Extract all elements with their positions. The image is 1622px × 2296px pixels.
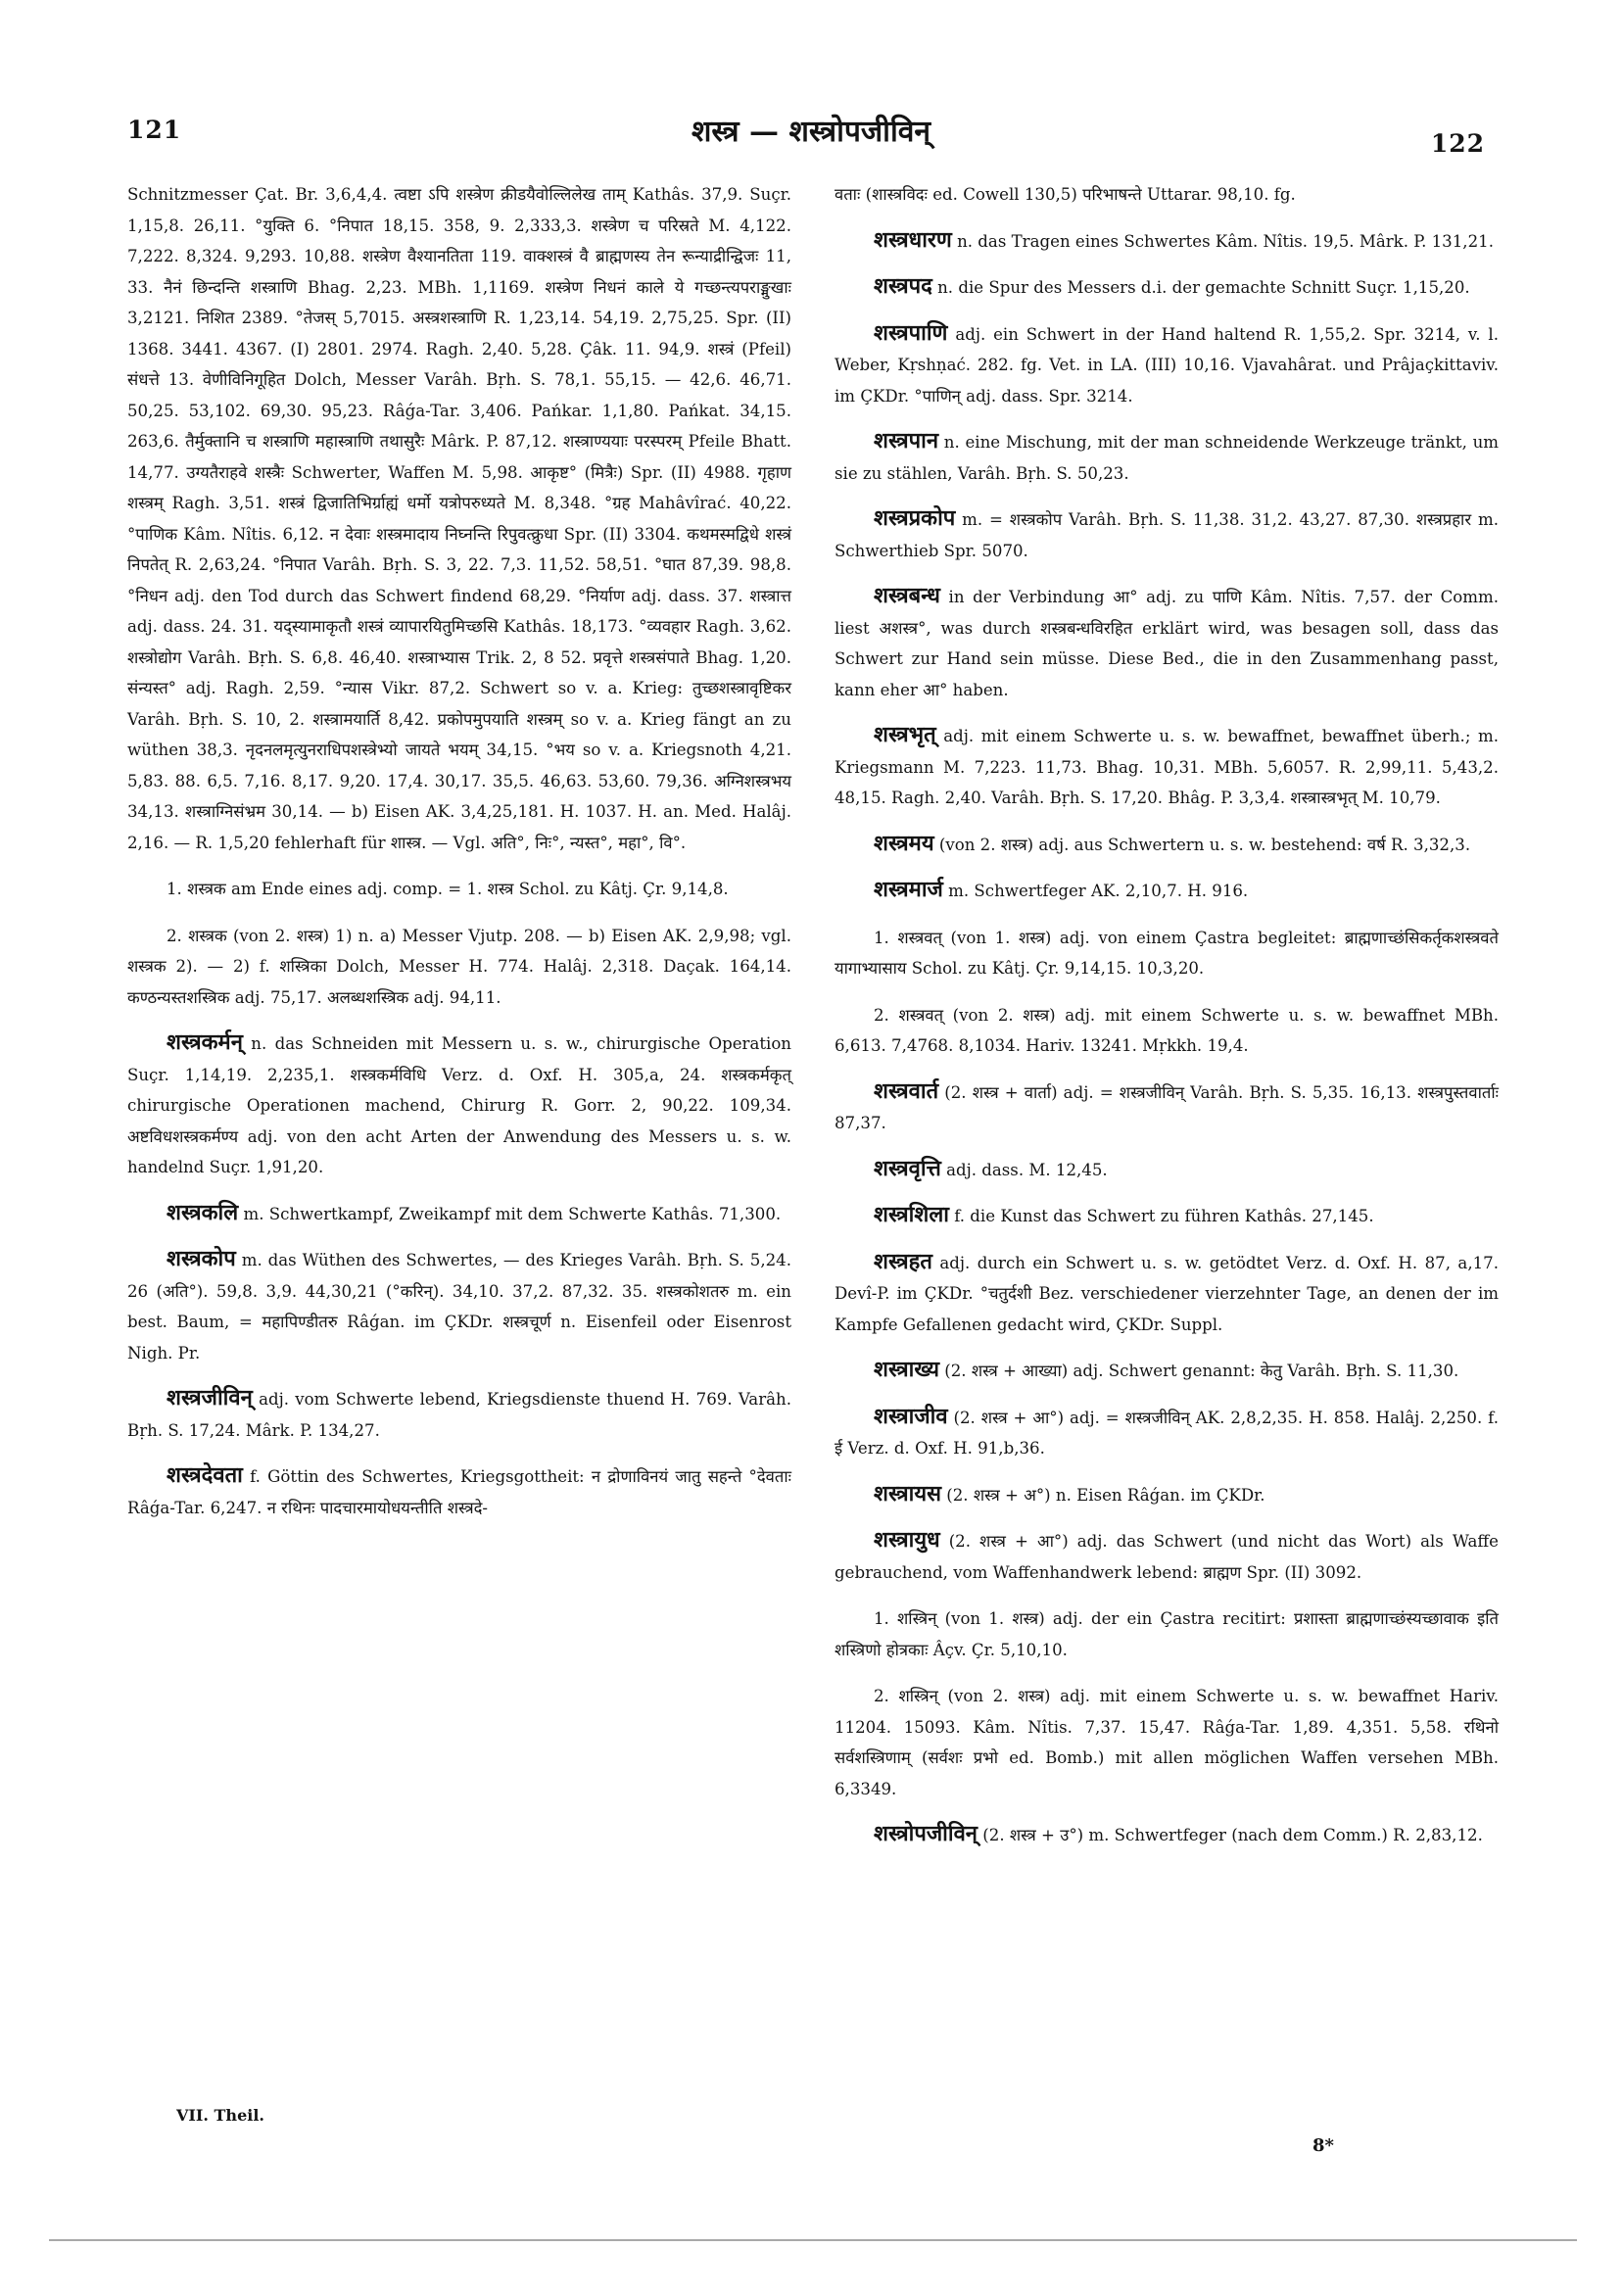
dictionary-entry [127,1028,791,1183]
entry-text: m. Schwertfeger AK. 2,10,7. H. 916. [942,882,1249,900]
entry-text: adj. vom Schwerte lebend, Kriegsdienste thuend H. 769. Varâh. Bṛh. S. 17,24. Mârk. P. 134,27. [127,1390,791,1440]
left-column [127,178,791,2098]
dictionary-entry [835,1525,1499,1588]
page-number-right: 122 [1430,129,1485,158]
entry-text: n. das Tragen eines Schwertes Kâm. Nîtis. 19,5. Mârk. P. 131,21. [951,231,1494,251]
dictionary-entry [835,1154,1499,1186]
entry-headword: शस्त्रपद [874,273,932,299]
dictionary-entry [127,873,791,905]
entry-headword: शस्त्रभृत् [874,722,936,747]
dictionary-entry [835,581,1499,705]
entry-headword: शस्त्रशिला [874,1202,949,1227]
dictionary-entry [835,1355,1499,1387]
dictionary-entry [127,1244,791,1368]
entry-text: 2. शस्त्रवत् (von 2. शस्त्र) adj. mit einem Schwerte u. s. w. bewaffnet MBh. 6,613. 7,4768. 8,1034. Hariv. 13241. Mṛkkh. 19,4. [835,1005,1499,1055]
entry-text: adj. durch ein Schwert u. s. w. getödtet Verz. d. Oxf. H. 87, a,17. Devî-P. im ÇKDr. °चतुर्दशी Bez. verschiedener vierzehnter Tage, an denen der im Kampfe Gefallenen gedacht wird, ÇKDr. Suppl. [835,1253,1499,1334]
entry-headword: शस्त्राजीव [874,1403,948,1429]
sheet-signature: VII. Theil. [176,2106,264,2125]
entry-text: adj. ein Schwert in der Hand haltend R. 1,55,2. Spr. 3214, v. l. Weber, Kṛshṇać. 282. fg. Vet. in LA. (III) 10,16. Vjavahârat. und Prâjaçkittaviv. im ÇKDr. °पाणिन् adj. dass. Spr. 3214. [835,324,1499,406]
entry-headword: शस्त्रायस [874,1480,941,1507]
entry-headword: शस्त्रकर्मन् [167,1029,243,1055]
entry-headword: शस्त्रमय [874,830,934,856]
dictionary-entry [127,1198,791,1230]
entry-text: (2. शस्त्र + आख्या) adj. Schwert genannt: केतु Varâh. Bṛh. S. 11,30. [939,1362,1459,1380]
dictionary-entry [835,829,1499,861]
dictionary-entry [835,1479,1499,1511]
dictionary-entry [835,999,1499,1062]
entry-headword: शस्त्रधारण [874,226,952,253]
dictionary-entry [835,1076,1499,1139]
entry-text: (2. शस्त्र + अ°) n. Eisen Râǵan. im ÇKDr. [941,1485,1265,1505]
entry-text: Schnitzmesser Çat. Br. 3,6,4,4. त्वष्टा ऽपि शस्त्रेण क्रीडयैवोल्लिलेख ताम् Kathâs. 37,9. Suçr. 1,15,8. 26,11. °युक्ति 6. °निपात 18,15. 358, 9. 2,333,3. शस्त्रेण च परिस्रते M. 4,122. 7,222. 8,324. 9,293. 10,88. शस्त्रेण वैश्यानतिता 119. वाक्शस्त्रं वै ब्राह्मणस्य तेन रून्याद्रीन्द्विजः 11, 33. नैनं छिन्दन्ति शस्त्राणि Bhag. 2,23. MBh. 1,1169. शस्त्रेण निधनं काले ये गच्छन्त्यपराङ्मुखाः 3,2121. निशित 2389. °तेजस् 5,7015. अस्त्रशस्त्राणि R. 1,23,14. 54,19. 2,75,25. Spr. (II) 1368. 3441. 4367. (I) 2801. 2974. Ragh. 2,40. 5,28. Çâk. 11. 94,9. शस्त्रं (Pfeil) संधत्ते 13. वेणीविनिगूहित Dolch, Messer Varâh. Bṛh. S. 78,1. 55,15. — 42,6. 46,71. 50,25. 53,102. 69,30. 95,23. Râǵa-Tar. 3,406. Pańkar. 1,1,80. Pańkat. 34,15. 263,6. तैर्मुक्तानि च शस्त्राणि महास्त्राणि तथासुरैः Mârk. P. 87,12. शस्त्राण्ययाः परस्परम् Pfeile Bhatt. 14,77. उग्यतैराहवे शस्त्रैः Schwerter, Waffen M. 5,98. आकृष्ट° (मित्रैः) Spr. (II) 4988. गृहाण शस्त्रम् Ragh. 3,51. शस्त्रं द्विजातिभिर्ग्राह्यं धर्मो यत्रोपरुध्यते M. 8,348. °ग्रह Mahâvîrać. 40,22. °पाणिक Kâm. Nîtis. 6,12. न देवाः शस्त्रमादाय निघ्नन्ति रिपुवत्क्रुधा Spr. (II) 3304. कथमस्मद्विधे शस्त्रं निपतेत् R. 2,63,24. °निपात Varâh. Bṛh. S. 3, 22. 7,3. 11,52. 58,51. °घात 87,39. 98,8. °निधन adj. den Tod durch das Schwert findend 68,29. °निर्याण adj. dass. 37. शस्त्रात्त adj. dass. 24. 31. यद्स्यामाकृतौ शस्त्रं व्यापारयितुमिच्छसि Kathâs. 18,173. °व्यवहार Ragh. 3,62. शस्त्रोद्योग Varâh. Bṛh. S. 6,8. 46,40. शस्त्राभ्यास Trik. 2, 8 52. प्रवृत्ते शस्त्रसंपाते Bhag. 1,20. संन्यस्त° adj. Ragh. 2,59. °न्यास Vikr. 87,2. Schwert so v. a. Krieg: तुच्छशस्त्रावृष्टिकर Varâh. Bṛh. S. 10, 2. शस्त्रामयार्ति 8,42. प्रकोपमुपयाति शस्त्रम् so v. a. Krieg fängt an zu wüthen 38,3. नृदनलमृत्युनराधिपशस्त्रेभ्यो जायते भयम् 34,15. °भय so v. a. Kriegsnoth 4,21. 5,83. 88. 6,5. 7,16. 8,17. 9,20. 17,4. 30,17. 35,5. 46,63. 53,60. 79,36. अग्निशस्त्रभय 34,13. शस्त्राग्निसंभ्रम 30,14. — b) Eisen AK. 3,4,25,181. H. 1037. H. an. Med. Halâj. 2,16. — R. 1,5,20 fehlerhaft für शास्त्र. — Vgl. अति°, निः°, न्यस्त°, महा°, वि°. [127,185,791,852]
entry-headword: शस्त्रपाणि [874,319,948,346]
dictionary-entry [835,1680,1499,1804]
entry-text: (2. शस्त्र + वार्ता) adj. = शस्त्रजीविन् Varâh. Bṛh. S. 5,35. 16,13. शस्त्रपुस्तवार्ताः 87,37. [835,1082,1499,1132]
entry-text: f. Göttin des Schwertes, Kriegsgottheit: न द्रोणाविनयं जातु सहन्ते °देवताः Râǵa-Tar. 6,247. न रथिनः पादचारमायोधयन्तीति शस्त्रदे- [127,1467,791,1517]
bottom-rule [49,2239,1577,2241]
dictionary-entry [835,318,1499,412]
dictionary-entry [835,875,1499,907]
dictionary-entry [127,178,791,858]
entry-text: f. die Kunst das Schwert zu führen Kathâs. 27,145. [948,1207,1374,1225]
entry-text: 1. शस्त्रिन् (von 1. शस्त्र) adj. der ein Çastra recitirt: प्रशास्ता ब्राह्मणाच्छंस्यच्छावाक इति शस्त्रिणो होत्रकाः Âçv. Çr. 5,10,10. [835,1609,1499,1659]
entry-text: 2. शस्त्रिन् (von 2. शस्त्र) adj. mit einem Schwerte u. s. w. bewaffnet Hariv. 11204. 15093. Kâm. Nîtis. 7,37. 15,47. Râǵa-Tar. 1,89. 4,351. 5,58. रथिनो सर्वशस्त्रिणाम् (सर्वशः प्रभो ed. Bomb.) mit allen möglichen Waffen versehen MBh. 6,3349. [835,1687,1499,1798]
entry-headword: शस्त्रपान [874,428,939,454]
entry-text: n. die Spur des Messers d.i. der gemachte Schnitt Suçr. 1,15,20. [931,278,1470,297]
entry-text: (von 2. शस्त्र) adj. aus Schwertern u. s. w. bestehend: वर्ष R. 3,32,3. [933,835,1471,854]
dictionary-entry [835,1402,1499,1464]
entry-headword: शस्त्रायुध [874,1527,940,1553]
dictionary-entry [127,1460,791,1523]
entry-text: in der Verbindung आ° adj. zu पाणि Kâm. Nîtis. 7,57. der Comm. liest अशस्त्र°, was durch शस्त्रबन्धविरहित erklärt wird, was besagen soll, dass das Schwert zur Hand sein müsse. Diese Bed., die in den Zusammenhang passt, kann eher आ° haben. [835,588,1499,699]
entry-headword: शस्त्रोपजीविन् [874,1821,978,1846]
entry-headword: शस्त्रबन्ध [874,583,940,608]
dictionary-entry [835,178,1499,211]
dictionary-entry [127,1383,791,1446]
entry-text: m. Schwertkampf, Zweikampf mit dem Schwerte Kathâs. 71,300. [238,1204,782,1223]
dictionary-entry [835,426,1499,489]
entry-headword: शस्त्रमार्ज [874,877,943,902]
entry-text: 2. शस्त्रक (von 2. शस्त्र) 1) n. a) Messer Vjutp. 208. — b) Eisen AK. 2,9,98; vgl. शस्त्रक 2). — 2) f. शस्त्रिका Dolch, Messer H. 774. Halâj. 2,318. Daçak. 164,14. कण्ठन्यस्तशस्त्रिक adj. 75,17. अलब्धशस्त्रिक adj. 94,11. [127,926,791,1007]
text-columns [127,178,1499,2098]
dictionary-entry [835,503,1499,566]
entry-text: (2. शस्त्र + उ°) m. Schwertfeger (nach dem Comm.) R. 2,83,12. [978,1826,1483,1844]
entry-headword: शस्त्रप्रकोप [874,505,956,531]
page-number-left: 121 [127,116,182,144]
entry-headword: शस्त्रवृत्ति [874,1155,941,1181]
dictionary-entry [835,1819,1499,1851]
dictionary-entry [835,1602,1499,1665]
signature-mark: 8* [1312,2135,1334,2156]
entry-headword: शस्त्रहत [874,1248,932,1274]
dictionary-entry [835,271,1499,304]
entry-headword: शस्त्रदेवता [167,1462,243,1488]
entry-text: n. das Schneiden mit Messern u. s. w., chirurgische Operation Suçr. 1,14,19. 2,235,1. शस्त्रकर्मविधि Verz. d. Oxf. H. 305,a, 24. शस्त्रकर्मकृत् chirurgische Operationen machend, Chirurg R. Gorr. 2, 90,22. 109,34. अष्टविधशस्त्रकर्मण्य adj. von den acht Arten der Anwendung des Messers u. s. w. handelnd Suçr. 1,91,20. [127,1034,791,1176]
dictionary-entry [835,1247,1499,1341]
entry-text: 1. शस्त्रवत् (von 1. शस्त्र) adj. von einem Çastra begleitet: ब्राह्मणाच्छंसिकर्तृकशस्त्रवते यागाभ्यासाय Schol. zu Kâtj. Çr. 9,14,15. 10,3,20. [835,928,1499,978]
entry-text: (2. शस्त्र + आ°) adj. = शस्त्रजीविन् AK. 2,8,2,35. H. 858. Halâj. 2,250. f. ई Verz. d. Oxf. H. 91,b,36. [835,1408,1499,1458]
dictionary-entry [835,225,1499,258]
entry-text: adj. mit einem Schwerte u. s. w. bewaffnet, bewaffnet überh.; m. Kriegsmann M. 7,223. 11,73. Bhag. 10,31. MBh. 5,6057. R. 2,99,11. 5,43,2. 48,15. Ragh. 2,40. Varâh. Bṛh. S. 17,20. Bhâg. P. 3,3,4. शस्त्रास्त्रभृत् M. 10,79. [835,727,1499,807]
entry-headword: शस्त्राख्य [874,1357,939,1382]
entry-headword: शस्त्रजीविन् [167,1385,253,1411]
entry-text: 1. शस्त्रक am Ende eines adj. comp. = 1. शस्त्र Schol. zu Kâtj. Çr. 9,14,8. [167,880,729,898]
entry-text: m. = शस्त्रकोप Varâh. Bṛh. S. 11,38. 31,2. 43,27. 87,30. शस्त्रप्रहार m. Schwerthieb Spr. 5070. [835,510,1499,560]
dictionary-entry [835,1200,1499,1232]
entry-text: n. eine Mischung, mit der man schneidende Werkzeuge tränkt, um sie zu stählen, Varâh. Bṛh. S. 50,23. [835,433,1499,483]
entry-text: m. das Wüthen des Schwertes, — des Krieges Varâh. Bṛh. S. 5,24. 26 (अति°). 59,8. 3,9. 44,30,21 (°करिन्). 34,10. 37,2. 87,32. 35. शस्त्रकोशतरु m. ein best. Baum, = महापिण्डीतरु Râǵan. im ÇKDr. शस्त्रचूर्ण n. Eisenfeil oder Eisenrost Nigh. Pr. [127,1251,791,1363]
entry-text: adj. dass. M. 12,45. [940,1160,1108,1179]
right-column [835,178,1499,2098]
entry-headword: शस्त्रवार्त [874,1077,939,1104]
entry-text: (2. शस्त्र + आ°) adj. das Schwert (und nicht das Wort) als Waffe gebrauchend, vom Waffenhandwerk lebend: ब्राह्मण Spr. (II) 3092. [835,1532,1499,1582]
dictionary-entry [835,720,1499,814]
entry-headword: शस्त्रकलि [167,1199,239,1225]
dictionary-entry [127,920,791,1014]
running-head: शस्त्र — शस्त्रोपजीविन् [691,115,931,149]
entry-headword: शस्त्रकोप [167,1246,236,1271]
dictionary-entry [835,922,1499,984]
entry-text: वताः (शास्त्रविदः ed. Cowell 130,5) परिभाषन्ते Uttarar. 98,10. fg. [835,185,1296,204]
